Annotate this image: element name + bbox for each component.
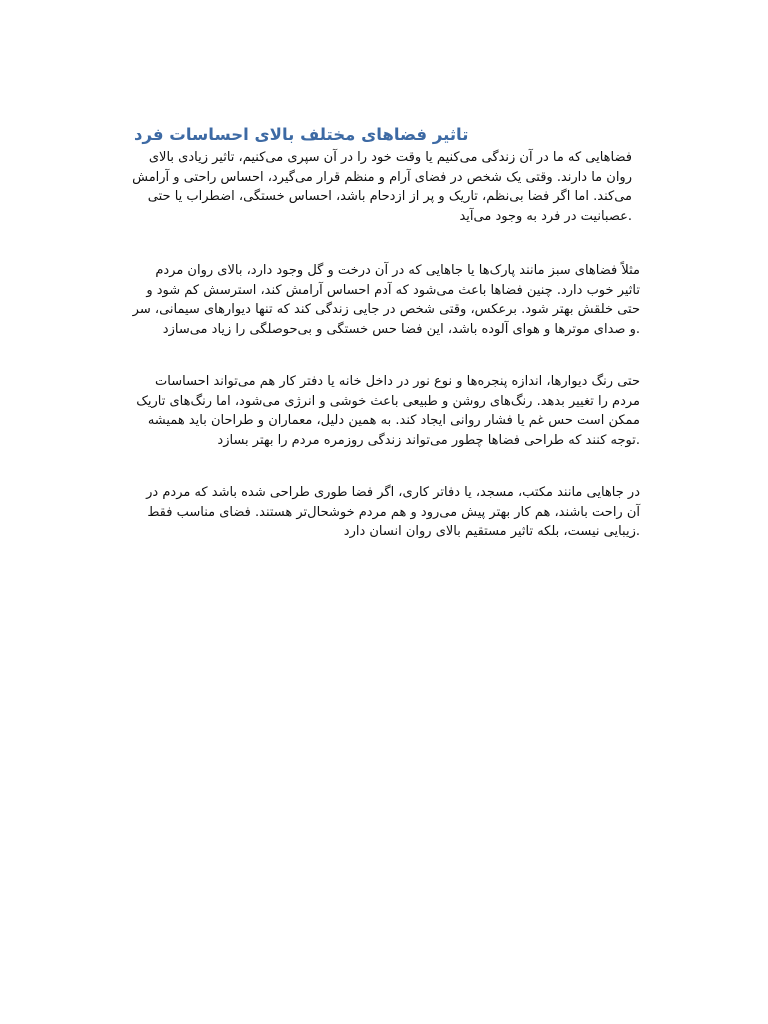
paragraph-line: فضاهایی که ما در آن زندگی می‌کنیم یا وقت خود را در آن سپری می‌کنیم، تاثیر زیادی بالای <box>148 150 632 165</box>
paragraph-line: .زیبایی نیست، بلکه تاثیر مستقیم بالای روان انسان دارد <box>343 524 640 539</box>
paragraph-line: حتی رنگ دیوارها، اندازه پنجره‌ها و نوع نور در داخل خانه یا دفتر کار هم می‌تواند احساسات <box>155 374 640 389</box>
paragraph-line: تاثیر خوب دارد. چنین فضاها باعث می‌شود که آدم احساس آرامش کند، استرسش کم شود و <box>146 282 640 298</box>
paragraph-line: .توجه کنند که طراحی فضاها چطور می‌تواند زندگی روزمره مردم را بهتر بسازد <box>217 432 640 448</box>
paragraph-line: ممکن است حس غم یا فشار روانی ایجاد کند. به همین دلیل، معماران و طراحان باید همیشه <box>147 413 640 428</box>
paragraph-2 <box>112 261 640 339</box>
paragraph-line: مثلاً فضاهای سبز مانند پارک‌ها یا جاهایی که در آن درخت و گل وجود دارد، بالای روان مردم <box>155 263 640 278</box>
paragraph-line: .عصبانیت در فرد به وجود می‌آید <box>459 208 632 224</box>
paragraph-line: مردم را تغییر بدهد. رنگ‌های روشن و طبیعی باعث خوشی و انرژی می‌شود، اما رنگ‌های تاریک <box>136 393 640 409</box>
paragraph-line: آن راحت باشند، هم کار بهتر پیش می‌رود و هم مردم خوشحال‌تر هستند. فضای مناسب فقط <box>147 504 640 520</box>
paragraph-1 <box>112 148 632 226</box>
paragraph-line: .و صدای موترها و هوای آلوده باشد، این فضا حس خستگی و بی‌حوصلگی را زیاد می‌سازد <box>162 321 640 337</box>
paragraph-3 <box>112 372 640 450</box>
document-title: تاثیر فضاهای مختلف بالای احساسات فرد <box>134 125 469 144</box>
paragraph-line: می‌کند. اما اگر فضا بی‌نظم، تاریک و پر از ازدحام باشد، احساس خستگی، اضطراب یا حتی <box>147 189 632 204</box>
paragraph-line: روان ما دارند. وقتی یک شخص در فضای آرام و منظم قرار می‌گیرد، احساس راحتی و آرامش <box>132 169 632 185</box>
document-page <box>112 122 645 542</box>
paragraph-4 <box>112 483 640 542</box>
paragraph-line: در جاهایی مانند مکتب، مسجد، یا دفاتر کاری، اگر فضا طوری طراحی شده باشد که مردم در <box>146 485 640 500</box>
paragraph-line: حتی خلقش بهتر شود. برعکس، وقتی شخص در جایی زندگی کند که تنها دیوارهای سیمانی، سر <box>132 302 640 317</box>
